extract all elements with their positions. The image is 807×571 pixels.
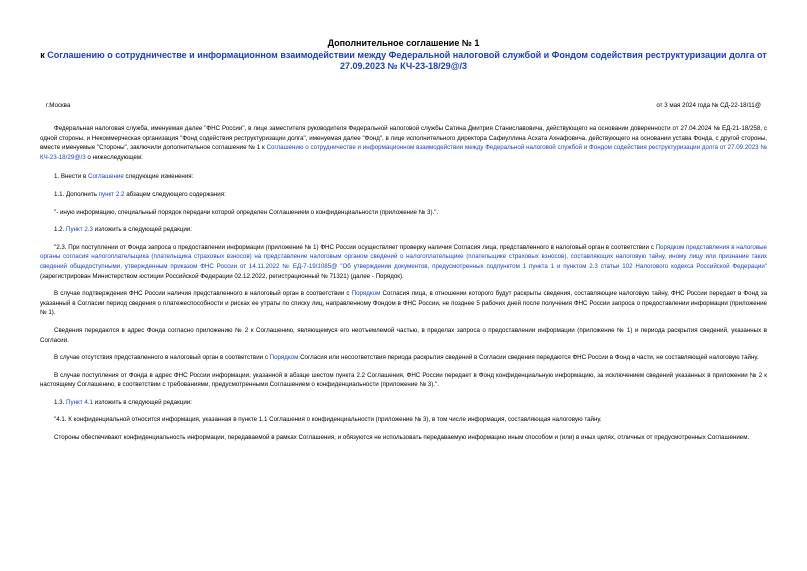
- clause-4-1-link[interactable]: Пункт 4.1: [66, 398, 93, 406]
- subtitle-prefix: к: [40, 50, 48, 60]
- meta-row: [40, 102, 767, 114]
- procedure-order-link[interactable]: Порядком представления в налоговые органы согласия налогоплательщика (плательщика страховых взносов) на представление налоговым органом сведений о налогоплательщике (плательщике страховых взносов), составляющих налоговую тайну, иному лицу или признание таких сведений общедоступными, утвержденным приказом ФНС России от 14.11.2022 № ЕД-7-19/1085@ "Об утверждении документов, предусмотренных подпунктом 1 пункта 1 и пунктом 2.3 статьи 102 Налогового кодекса Российской Федерации": [40, 243, 767, 270]
- clause-1-1-quote: "- иную информацию, специальный порядок передачи которой определен Соглашением о конфиденциальности (приложение № 3).".: [54, 208, 439, 216]
- intro-agreement-link[interactable]: Соглашению о сотрудничестве и информационном взаимодействии между Федеральной налоговой службой и Фондом содействия реструктуризации долга от 27.09.2023 № КЧ-23-18/29@/3: [40, 144, 768, 161]
- clause-4-1-text: "4.1. К конфиденциальной относится информация, указанная в пункте 1.1 Соглашения о конфиденциальности (приложение № 3), в том числе информация, составляющая налоговую тайну.: [54, 416, 602, 424]
- intro-paragraph: Федеральная налоговая служба, именуемая далее "ФНС России", в лице заместителя руководителя Федеральной налоговой службы Сатина Дмитрия Станиславовича, действующего на основании доверенности от 27.04.2024 № ЕД-21-18/258, с одной стороны, и Некоммерческая организация "Фонд содействия реструктуризации долга", именуемая далее "Фонд", в лице исполнительного директора Сафиуллина Асхата Ахнафовича, действующего на основании устава Фонда, с другой стороны, вместе именуемые "Стороны", заключили дополнительное соглашение № 1 к Соглашению о сотрудничестве и информационном взаимодействии между Федеральной налоговой службой и Фондом содействия реструктуризации долга от 27.09.2023 № КЧ-23-18/29@/3 о нижеследующем:: [40, 125, 768, 161]
- clause-2-3-link[interactable]: Пункт 2.3: [66, 226, 93, 234]
- parties-paragraph: Стороны обеспечивают конфиденциальность информации, передаваемой в рамках Соглашения, и обязуются не использовать передаваемую информацию иным способом и (или) в иных целях, отличных от предусмотренных Соглашением.: [54, 434, 750, 442]
- agreement-link[interactable]: Соглашению о сотрудничестве и информационном взаимодействии между Федеральной налоговой службой и Фондом содействия реструктуризации долга от 27.09.2023 № КЧ-23-18/29@/3: [47, 50, 767, 71]
- transfer-paragraph: Сведения передаются в адрес Фонда согласно приложению № 2 к Соглашению, являющемуся его неотъемлемой частью, в пределах запроса о предоставлении информации (приложение № 1) и периода раскрытия сведений, указанных в Согласии.: [40, 326, 767, 344]
- city-label: г.Москва: [46, 102, 71, 109]
- clause-1-3: 1.3. Пункт 4.1 изложить в следующей редакции:: [54, 398, 192, 406]
- agreement-link-2[interactable]: Соглашение: [87, 173, 124, 181]
- document-title: Дополнительное соглашение № 1: [327, 38, 480, 48]
- clause-2-2-link[interactable]: пункт 2.2: [98, 190, 125, 198]
- document-subtitle: [40, 50, 767, 72]
- clause-1: 1. Внести в Соглашение следующие изменения:: [54, 173, 194, 181]
- clause-1-2: 1.2. Пункт 2.3 изложить в следующей редакции:: [54, 226, 192, 234]
- clause-1-1: 1.1. Дополнить пункт 2.2 абзацем следующего содержания:: [54, 190, 226, 198]
- procedure-link-1[interactable]: Порядком: [351, 290, 381, 298]
- procedure-link-2[interactable]: Порядком: [269, 354, 299, 362]
- absence-paragraph: В случае отсутствия представленного в налоговый орган в соответствии с Порядком Согласия или несоответствия периода раскрытия сведений в Согласии сведения передаются ФНС России в Фонд в части, не составляющей налоговую тайну.: [54, 354, 759, 362]
- date-number-label: от 3 мая 2024 года № СД-22-18/11@: [656, 102, 761, 109]
- receipt-paragraph: В случае поступления от Фонда в адрес ФНС России информации, указанной в абзаце шестом пункта 2.2 Соглашения, ФНС России передает в Фонд конфиденциальную информацию, за исключением сведений указанных в приложении № 2 к настоящему Соглашению, в соответствии с требованиями, предусмотренными Соглашением о конфиденциальности (приложение № 3).".: [40, 371, 767, 389]
- clause-2-3-text: "2.3. При поступлении от Фонда запроса о предоставлении информации (приложение № 1) ФНС России осуществляет проверку наличия Согласия лица, представленного в налоговый орган в соответствии с Порядком представления в налоговые органы согласия налогоплательщика (плательщика страховых взносов) на представление налоговым органом сведений о налогоплательщике (плательщике страховых взносов), составляющих налоговую тайну, иному лицу или признание таких сведений общедоступными, утвержденным приказом ФНС России от 14.11.2022 № ЕД-7-19/1085@ "Об утверждении документов, предусмотренных подпунктом 1 пункта 1 и пунктом 2.3 статьи 102 Налогового кодекса Российской Федерации" (зарегистрирован Министерством юстиции Российской Федерации 02.12.2022, регистрационный № 71321) (далее - Порядок).: [40, 243, 767, 280]
- confirmation-paragraph: В случае подтверждения ФНС России наличия представленного в налоговый орган в соответствии с Порядком Согласия лица, в отношении которого будут раскрыты сведения, составляющие налоговую тайну, ФНС России передает в Фонд за указанный в Согласии период сведения о платежеспособности и рисках ее утраты по списку лиц, направленному Фондом в ФНС России, не позднее 5 рабочих дней после получения ФНС России запроса о предоставлении информации (приложение № 1).: [40, 290, 768, 317]
